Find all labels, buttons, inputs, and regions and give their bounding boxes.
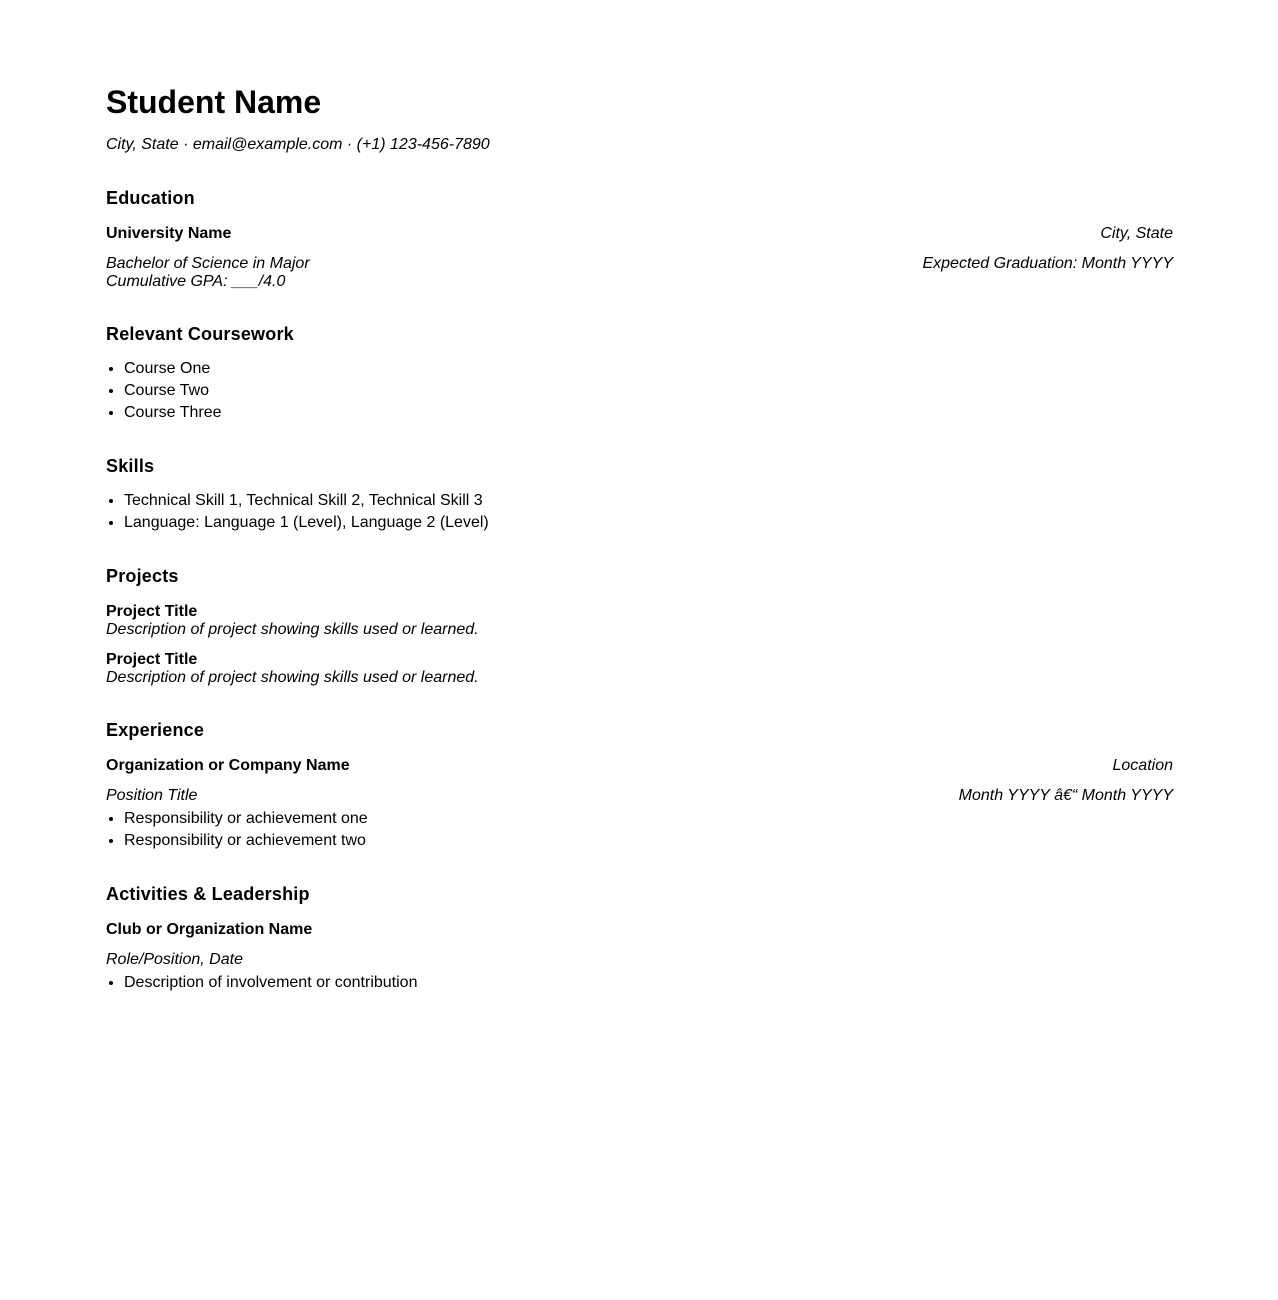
experience-bullets — [106, 808, 368, 852]
skills-list — [106, 490, 489, 534]
list-item: • Responsibility or achievement two — [124, 830, 368, 852]
section-title-education: Education — [106, 188, 195, 208]
coursework-list — [106, 358, 222, 424]
school-location: City, State — [1100, 225, 1173, 242]
list-item: • Course Three — [124, 402, 222, 424]
gpa: Cumulative GPA: ___/4.0 — [106, 273, 286, 290]
experience-location: Location — [1112, 757, 1173, 774]
student-name: Student Name — [106, 84, 322, 120]
education-header-row — [106, 225, 1173, 243]
list-item: • Language: Language 1 (Level), Language 2 (Level) — [124, 512, 489, 534]
section-title-projects: Projects — [106, 566, 179, 586]
organization-name: Organization or Company Name — [106, 757, 350, 774]
graduation-date: Expected Graduation: Month YYYY — [922, 255, 1173, 272]
section-title-activities: Activities & Leadership — [106, 884, 310, 904]
list-item: • Description of involvement or contribution — [124, 972, 417, 994]
role-position: Role/Position, Date — [106, 951, 243, 968]
list-item: • Course Two — [124, 380, 222, 402]
list-item: • Technical Skill 1, Technical Skill 2, Technical Skill 3 — [124, 490, 489, 512]
project-title: Project Title — [106, 651, 198, 668]
education-degree-row — [106, 255, 1173, 273]
project-title: Project Title — [106, 603, 198, 620]
project-description: Description of project showing skills used or learned. — [106, 669, 479, 686]
project-description: Description of project showing skills used or learned. — [106, 621, 479, 638]
section-title-skills: Skills — [106, 456, 155, 476]
experience-position-row — [106, 787, 1173, 805]
list-item: • Responsibility or achievement one — [124, 808, 368, 830]
degree: Bachelor of Science in Major — [106, 255, 310, 272]
list-item: • Course One — [124, 358, 222, 380]
school-name: University Name — [106, 225, 232, 242]
position-title: Position Title — [106, 787, 198, 804]
club-name: Club or Organization Name — [106, 921, 313, 938]
contact-line: City, State · email@example.com · (+1) 123-456-7890 — [106, 136, 490, 153]
activities-bullets — [106, 972, 417, 994]
section-title-experience: Experience — [106, 720, 205, 740]
section-title-coursework: Relevant Coursework — [106, 324, 294, 344]
experience-dates: Month YYYY â€“ Month YYYY — [958, 787, 1173, 804]
experience-header-row — [106, 757, 1173, 775]
